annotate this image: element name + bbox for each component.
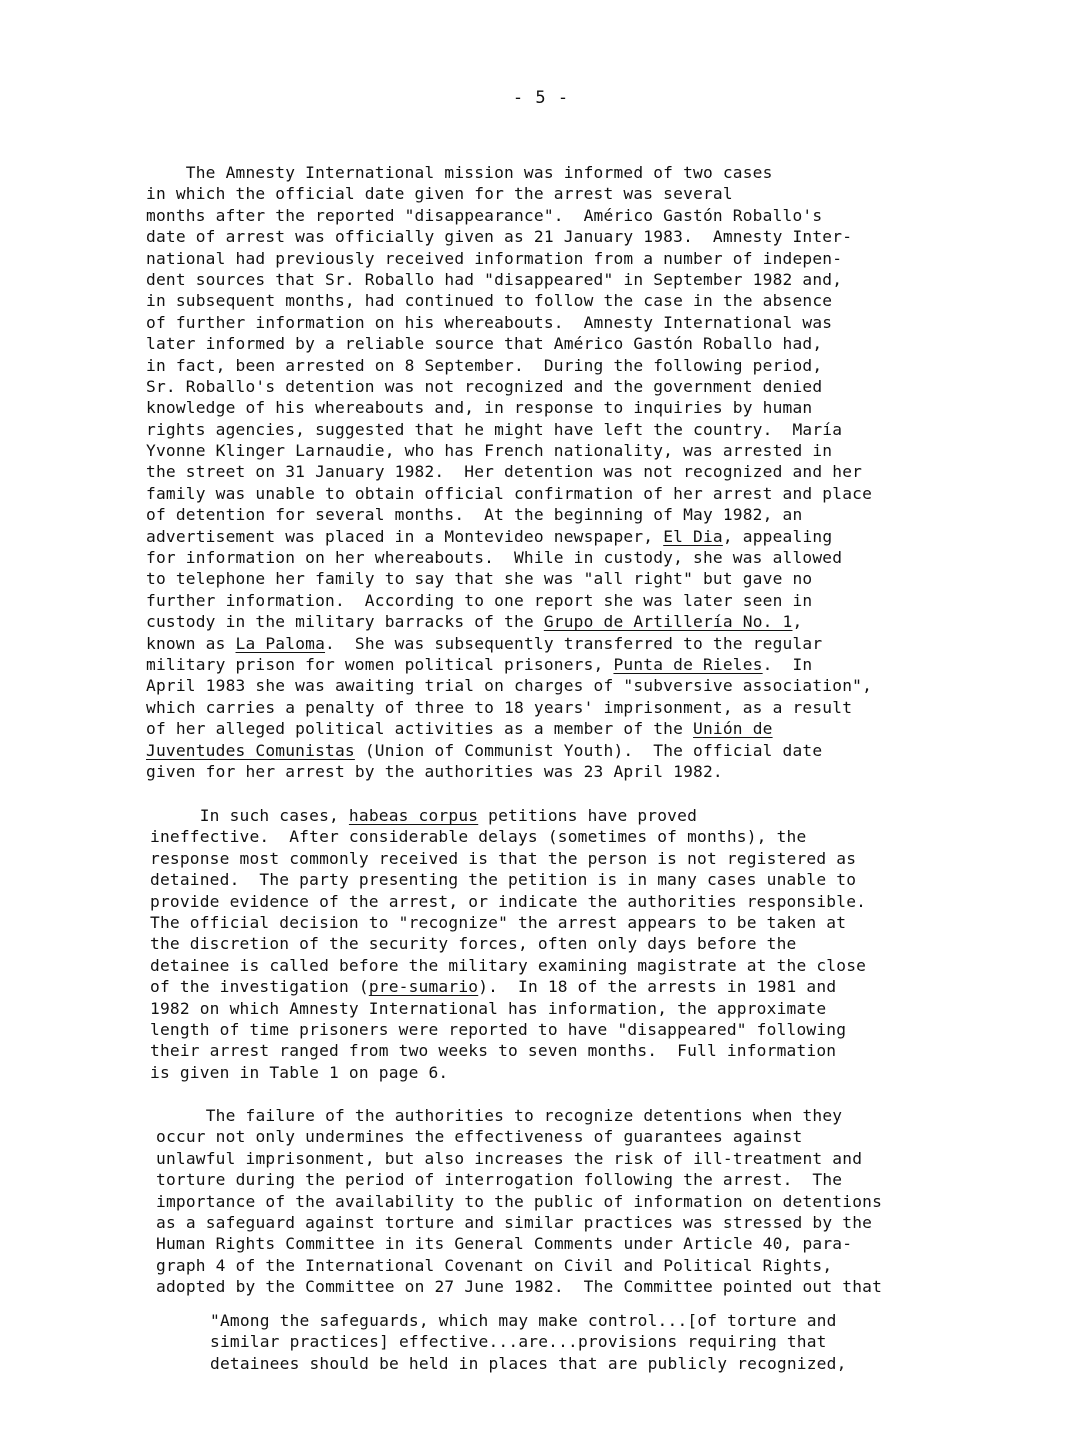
text-line	[146, 740, 946, 761]
text-segment: "Among the safeguards, which may make control...[of torture and	[210, 1311, 837, 1330]
text-segment: The official decision to "recognize" the arrest appears to be taken at	[150, 912, 847, 932]
text-segment: in fact, been arrested on 8 September. During the following period,	[146, 355, 823, 375]
text-line	[146, 376, 946, 397]
text-segment: length of time prisoners were reported to have "disappeared" following	[150, 1019, 847, 1039]
text-line	[156, 1276, 956, 1297]
text-line	[156, 1148, 956, 1169]
underlined-term: Grupo de Artillería No. 1	[543, 612, 793, 632]
text-segment: Human Rights Committee in its General Comments under Article 40, para-	[156, 1234, 853, 1254]
text-line	[146, 697, 946, 718]
paragraph-habeas-corpus	[150, 805, 950, 1083]
text-segment: occur not only undermines the effectiveness of guarantees against	[156, 1127, 803, 1147]
text-segment: in subsequent months, had continued to follow the case in the absence	[146, 291, 833, 311]
text-segment: the discretion of the security forces, often only days before the	[150, 934, 797, 954]
text-segment: of further information on his whereabouts. Amnesty International was	[146, 312, 833, 332]
text-segment: ,	[792, 612, 803, 632]
text-line	[150, 1019, 950, 1040]
text-line	[146, 675, 946, 696]
text-line	[146, 568, 946, 589]
text-line	[156, 1105, 956, 1126]
text-line	[150, 912, 950, 933]
text-segment: Yvonne Klinger Larnaudie, who has French nationality, was arrested in	[146, 441, 833, 461]
text-line	[150, 826, 950, 847]
text-segment: for information on her whereabouts. While in custody, she was allowed	[146, 548, 843, 568]
text-segment: family was unable to obtain official confirmation of her arrest and place	[146, 483, 873, 503]
text-segment: later informed by a reliable source that Américo Gastón Roballo had,	[146, 334, 823, 354]
text-segment: known as	[146, 633, 236, 653]
text-line	[150, 848, 950, 869]
underlined-term: La Paloma	[235, 633, 326, 653]
text-segment: of the investigation (	[150, 977, 369, 997]
text-segment: ineffective. After considerable delays (sometimes of months), the	[150, 827, 807, 847]
text-segment: advertisement was placed in a Montevideo newspaper,	[146, 526, 664, 546]
underlined-term: pre-sumario	[368, 977, 479, 997]
text-segment: similar practices] effective...are...provisions requiring that	[210, 1332, 827, 1352]
text-line	[146, 226, 946, 247]
text-line	[146, 590, 946, 611]
text-segment: date of arrest was officially given as 21 January 1983. Amnesty Inter-	[146, 227, 853, 247]
underlined-term: Unión de	[693, 719, 773, 739]
text-line	[210, 1331, 930, 1352]
underlined-term: habeas corpus	[348, 806, 479, 825]
text-segment: custody in the military barracks of the	[146, 612, 544, 632]
text-segment: is given in Table 1 on page 6.	[150, 1062, 449, 1082]
text-line	[146, 312, 946, 333]
text-segment: ). In 18 of the arrests in 1981 and	[478, 977, 837, 997]
paragraph-disappearance-cases	[146, 162, 946, 782]
text-segment: as a safeguard against torture and similar practices was stressed by the	[156, 1212, 873, 1232]
text-line	[146, 483, 946, 504]
text-segment: their arrest ranged from two weeks to seven months. Full information	[150, 1041, 837, 1061]
text-line	[146, 718, 946, 739]
text-line	[156, 1212, 956, 1233]
text-line	[150, 869, 950, 890]
text-line	[146, 397, 946, 418]
text-line	[156, 1169, 956, 1190]
text-segment: adopted by the Committee on 27 June 1982. The Committee pointed out that	[156, 1277, 883, 1297]
text-segment: detainees should be held in places that are publicly recognized,	[210, 1353, 847, 1373]
text-segment: rights agencies, suggested that he might have left the country. María	[146, 419, 843, 439]
text-line	[146, 654, 946, 675]
text-line	[150, 1040, 950, 1061]
text-segment: of detention for several months. At the beginning of May 1982, an	[146, 505, 803, 525]
text-line	[146, 290, 946, 311]
text-segment: unlawful imprisonment, but also increases the risk of ill-treatment and	[156, 1148, 863, 1168]
text-segment: Sr. Roballo's detention was not recognized and the government denied	[146, 376, 823, 396]
text-line	[146, 440, 946, 461]
text-segment: , appealing	[722, 526, 833, 546]
text-segment: of her alleged political activities as a member of the	[146, 719, 694, 739]
text-line	[210, 1310, 930, 1331]
quotation-block	[210, 1310, 930, 1374]
underlined-term: El Dia	[663, 526, 723, 546]
text-line	[150, 998, 950, 1019]
text-segment: given for her arrest by the authorities was 23 April 1982.	[146, 761, 723, 781]
text-line	[146, 611, 946, 632]
text-segment: The Amnesty International mission was informed of two cases	[146, 163, 773, 182]
text-line	[156, 1255, 956, 1276]
text-line	[150, 891, 950, 912]
text-line	[146, 419, 946, 440]
text-segment: national had previously received information from a number of indepen-	[146, 248, 843, 268]
text-segment: . In	[762, 654, 813, 674]
text-segment: petitions have proved	[478, 806, 698, 825]
text-line	[156, 1126, 956, 1147]
text-segment: The failure of the authorities to recognize detentions when they	[156, 1106, 843, 1125]
text-line	[146, 526, 946, 547]
text-line	[146, 761, 946, 782]
text-line	[150, 955, 950, 976]
text-segment: provide evidence of the arrest, or indicate the authorities responsible.	[150, 891, 867, 911]
text-segment: response most commonly received is that the person is not registered as	[150, 848, 857, 868]
text-segment: . She was subsequently transferred to the regular	[325, 633, 823, 653]
text-segment: graph 4 of the International Covenant on Civil and Political Rights,	[156, 1255, 833, 1275]
text-line	[146, 547, 946, 568]
text-segment: In such cases,	[150, 806, 349, 825]
text-segment: April 1983 she was awaiting trial on charges of "subversive association",	[146, 676, 873, 696]
text-segment: 1982 on which Amnesty International has information, the approximate	[150, 998, 827, 1018]
text-segment: (Union of Communist Youth). The official date	[354, 740, 823, 760]
paragraph-failure-to-recognize	[156, 1105, 956, 1298]
text-line	[146, 355, 946, 376]
text-segment: further information. According to one report she was later seen in	[146, 590, 813, 610]
text-line	[146, 162, 946, 183]
text-line	[150, 805, 950, 826]
text-line	[146, 461, 946, 482]
text-line	[156, 1191, 956, 1212]
text-line	[146, 269, 946, 290]
text-line	[150, 1062, 950, 1083]
text-line	[146, 205, 946, 226]
text-line	[210, 1353, 930, 1374]
text-segment: detainee is called before the military examining magistrate at the close	[150, 955, 867, 975]
underlined-term: Juventudes Comunistas	[146, 740, 355, 760]
text-segment: torture during the period of interrogation following the arrest. The	[156, 1170, 843, 1190]
text-line	[150, 933, 950, 954]
page-number: - 5 -	[512, 88, 570, 108]
text-line	[146, 504, 946, 525]
text-segment: in which the official date given for the arrest was several	[146, 184, 733, 204]
text-segment: knowledge of his whereabouts and, in response to inquiries by human	[146, 398, 813, 418]
text-segment: to telephone her family to say that she was "all right" but gave no	[146, 569, 813, 589]
text-segment: importance of the availability to the public of information on detentions	[156, 1191, 883, 1211]
text-line	[146, 333, 946, 354]
text-line	[146, 633, 946, 654]
text-segment: military prison for women political prisoners,	[146, 654, 614, 674]
underlined-term: Punta de Rieles	[613, 654, 763, 674]
text-segment: the street on 31 January 1982. Her detention was not recognized and her	[146, 462, 863, 482]
text-line	[146, 248, 946, 269]
text-line	[146, 183, 946, 204]
text-segment: which carries a penalty of three to 18 years' imprisonment, as a result	[146, 697, 853, 717]
text-segment: months after the reported "disappearance". Américo Gastón Roballo's	[146, 205, 823, 225]
text-segment: detained. The party presenting the petition is in many cases unable to	[150, 870, 857, 890]
text-line	[156, 1233, 956, 1254]
text-line	[150, 976, 950, 997]
text-segment: dent sources that Sr. Roballo had "disappeared" in September 1982 and,	[146, 269, 843, 289]
